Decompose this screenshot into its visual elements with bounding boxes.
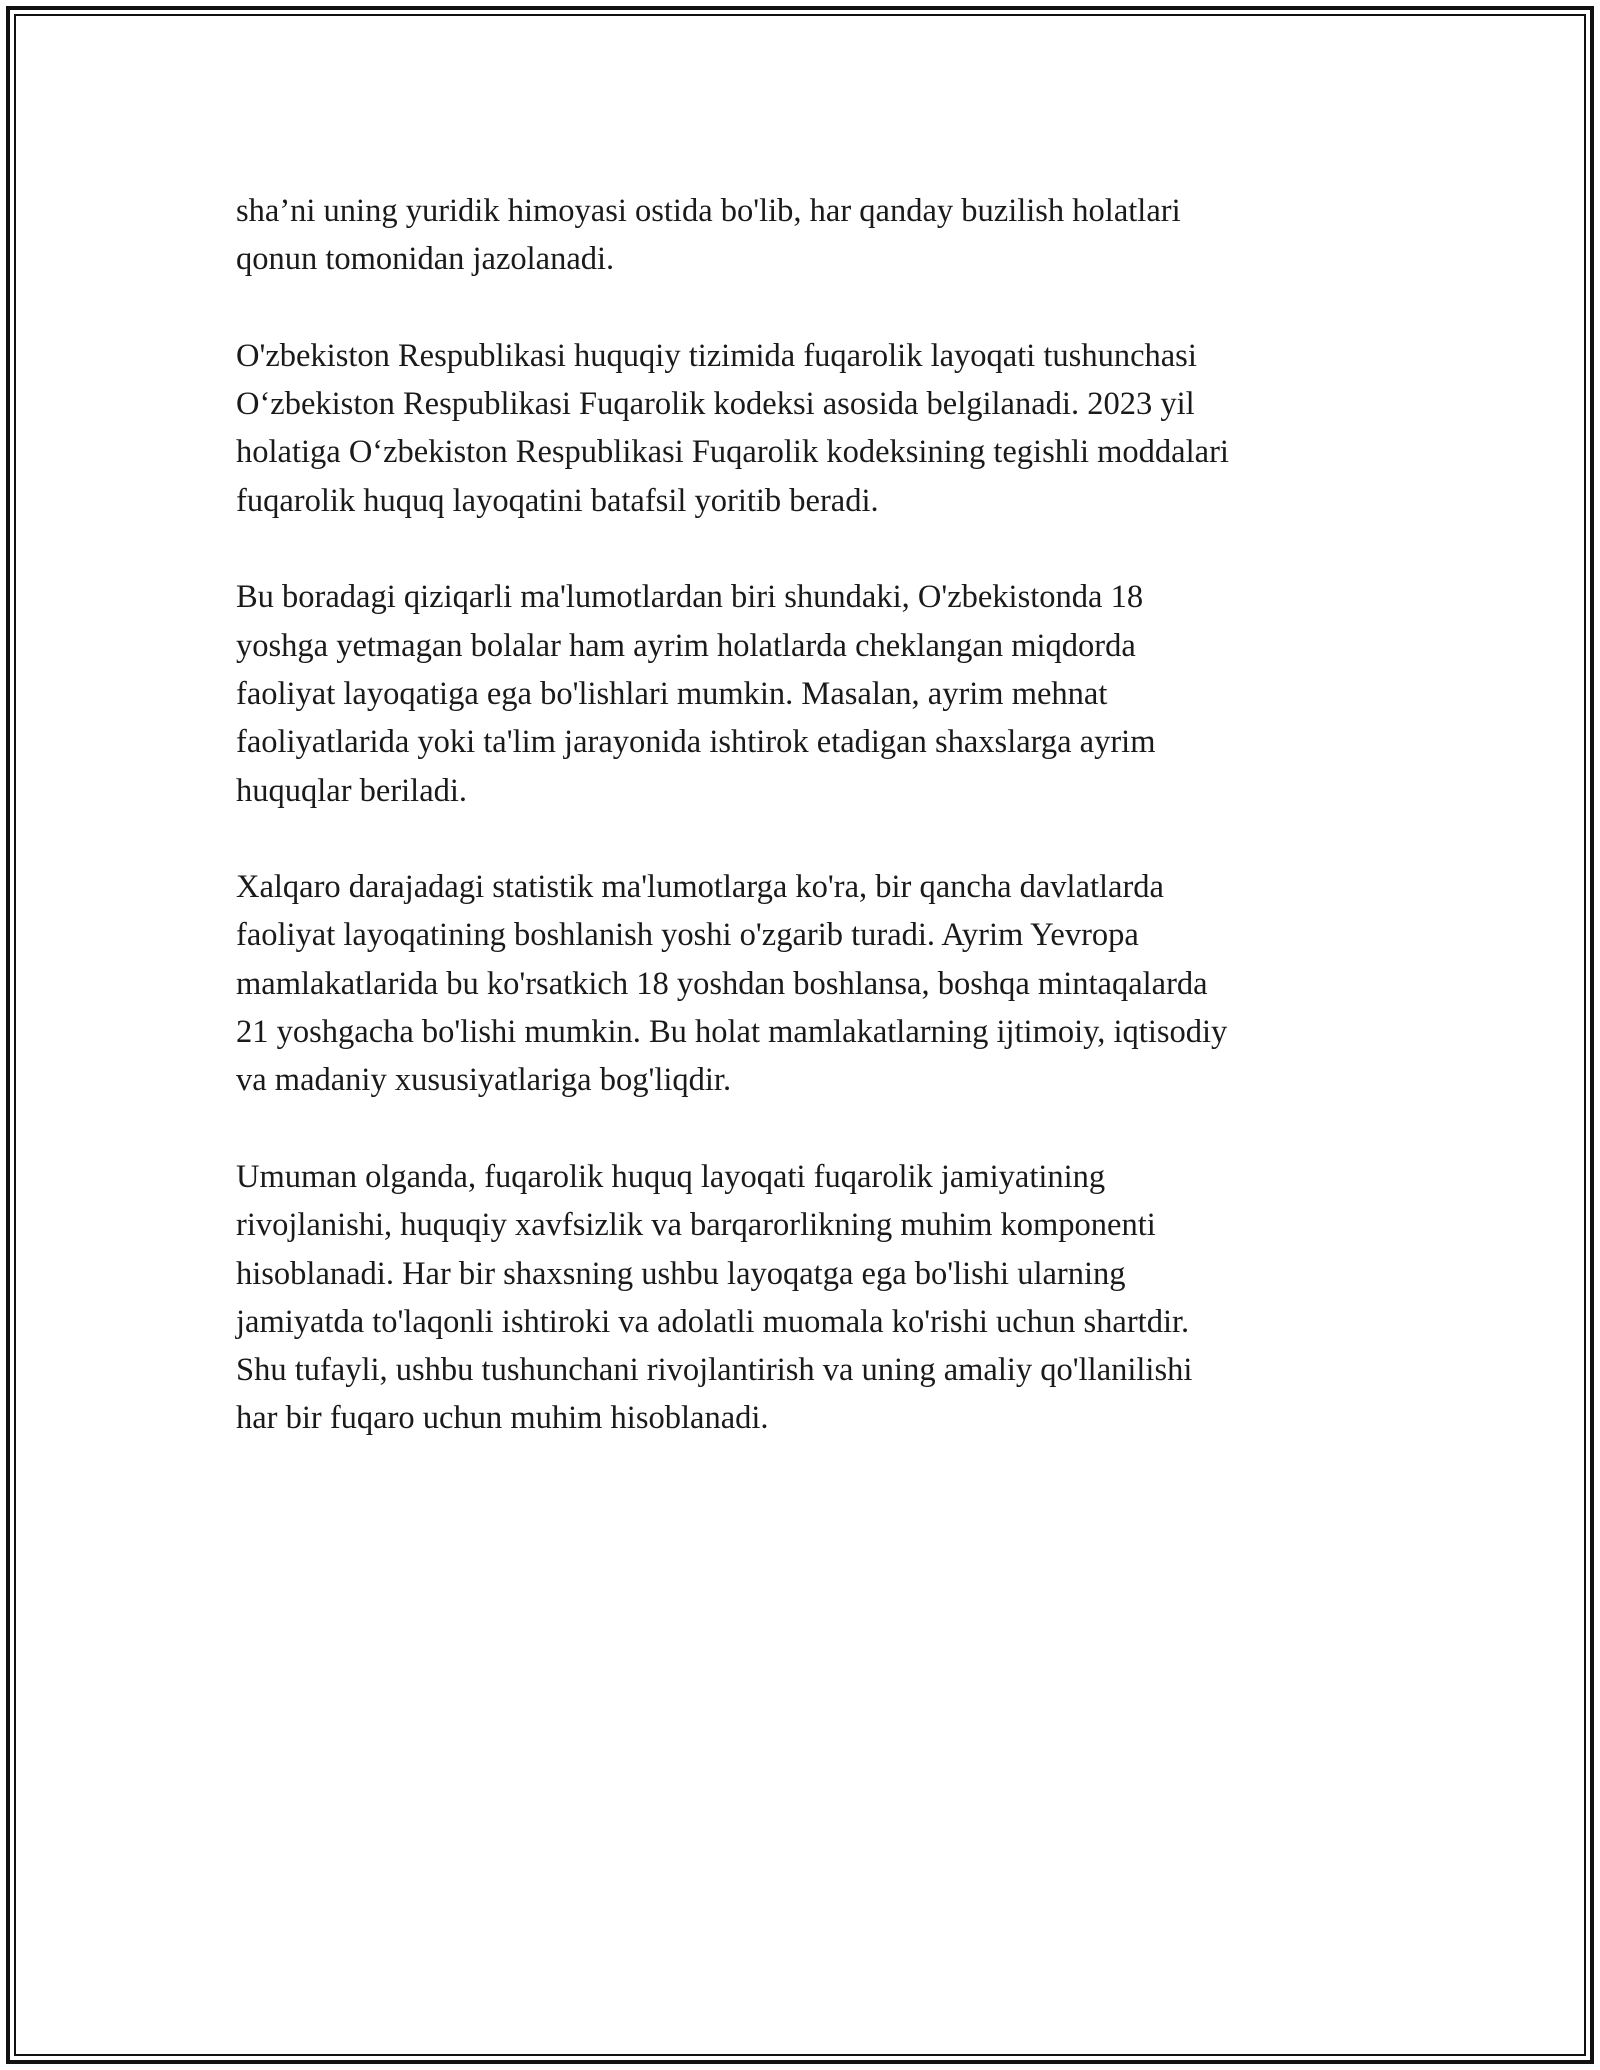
paragraph-conclusion: Umuman olganda, fuqarolik huquq layoqati fuqarolik jamiyatining rivojlanishi, huquqiy xavfsizlik va barqarorlikning muhim komponenti hisoblanadi. Har bir shaxsning ushbu layoqatga ega bo'lishi ularning jamiyatda to'laqonli ishtiroki va adolatli muomala ko'rishi uchun shartdir. Shu tufayli, ushbu tushunchani rivojlantirish va uning amaliy qo'llanilishi har bir fuqaro uchun muhim hisoblanadi. [236, 1158, 1193, 1437]
document-body [236, 187, 1366, 1491]
paragraph-continuation: sha’ni uning yuridik himoyasi ostida bo'lib, har qanday buzilish holatlari qonun tomonidan jazolanadi. [236, 193, 1181, 278]
paragraph-minors-capacity: Bu boradagi qiziqarli ma'lumotlardan biri shundaki, O'zbekistonda 18 yoshga yetmagan bolalar ham ayrim holatlarda cheklangan miqdorda faoliyat layoqatiga ega bo'lishlari mumkin. Masalan, ayrim mehnat faoliyatlarida yoki ta'lim jarayonida ishtirok etadigan shaxslarga ayrim huquqlar beriladi. [236, 579, 1156, 809]
paragraph-international-statistics: Xalqaro darajadagi statistik ma'lumotlarga ko'ra, bir qancha davlatlarda faoliyat layoqatining boshlanish yoshi o'zgarib turadi. Ayrim Yevropa mamlakatlarida bu ko'rsatkich 18 yoshdan boshlansa, boshqa mintaqalarda 21 yoshgacha bo'lishi mumkin. Bu holat mamlakatlarning ijtimoiy, iqtisodiy va madaniy xususiyatlariga bog'liqdir. [236, 869, 1228, 1099]
paragraph-civil-code: O'zbekiston Respublikasi huquqiy tizimida fuqarolik layoqati tushunchasi O‘zbekiston Respublikasi Fuqarolik kodeksi asosida belgilanadi. 2023 yil holatiga O‘zbekiston Respublikasi Fuqarolik kodeksining tegishli moddalari fuqarolik huquq layoqatini batafsil yoritib beradi. [236, 337, 1229, 519]
